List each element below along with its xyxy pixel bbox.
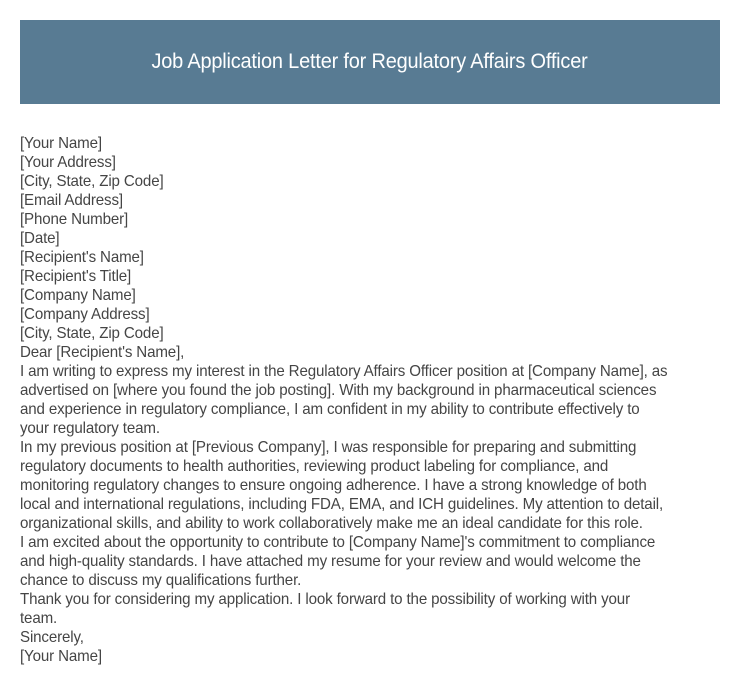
paragraph-line: organizational skills, and ability to work collaboratively make me an ideal candidate for this role.	[20, 515, 643, 532]
recipient-name: [Recipient's Name]	[20, 249, 144, 266]
paragraph-thanks	[20, 590, 725, 628]
paragraph-line: I am writing to express my interest in the Regulatory Affairs Officer position at [Company Name], as	[20, 363, 668, 380]
recipient-title: [Recipient's Title]	[20, 268, 132, 285]
closing: Sincerely,	[20, 629, 84, 646]
sender-address: [Your Address]	[20, 154, 116, 171]
signature: [Your Name]	[20, 648, 102, 665]
letter-date: [Date]	[20, 230, 60, 247]
sender-email: [Email Address]	[20, 192, 123, 209]
recipient-company-address: [Company Address]	[20, 306, 150, 323]
paragraph-line: Thank you for considering my application. I look forward to the possibility of working with your	[20, 591, 630, 608]
letter-body	[20, 134, 725, 666]
paragraph-line: and experience in regulatory compliance, I am confident in my ability to contribute effectively to	[20, 401, 640, 418]
paragraph-line: I am excited about the opportunity to contribute to [Company Name]'s commitment to compliance	[20, 534, 656, 551]
sender-name: [Your Name]	[20, 135, 102, 152]
sender-city-state-zip: [City, State, Zip Code]	[20, 173, 164, 190]
page-header	[20, 20, 720, 104]
page-title: Job Application Letter for Regulatory Affairs Officer	[151, 50, 589, 73]
paragraph-line: chance to discuss my qualifications further.	[20, 572, 302, 589]
salutation: Dear [Recipient's Name],	[20, 344, 185, 361]
paragraph-line: regulatory documents to health authorities, reviewing product labeling for compliance, and	[20, 458, 609, 475]
sender-phone: [Phone Number]	[20, 211, 129, 228]
paragraph-line: your regulatory team.	[20, 420, 160, 437]
paragraph-line: monitoring regulatory changes to ensure ongoing adherence. I have a strong knowledge of both	[20, 477, 647, 494]
paragraph-line: and high-quality standards. I have attached my resume for your review and would welcome the	[20, 553, 641, 570]
paragraph-line: team.	[20, 610, 58, 627]
recipient-city-state-zip: [City, State, Zip Code]	[20, 325, 164, 342]
recipient-company: [Company Name]	[20, 287, 136, 304]
paragraph-intro	[20, 362, 725, 438]
paragraph-line: local and international regulations, including FDA, EMA, and ICH guidelines. My attention to detail,	[20, 496, 664, 513]
paragraph-line: In my previous position at [Previous Company], I was responsible for preparing and submitting	[20, 439, 637, 456]
paragraph-line: advertised on [where you found the job posting]. With my background in pharmaceutical sciences	[20, 382, 657, 399]
paragraph-motivation	[20, 533, 725, 590]
paragraph-experience	[20, 438, 725, 533]
